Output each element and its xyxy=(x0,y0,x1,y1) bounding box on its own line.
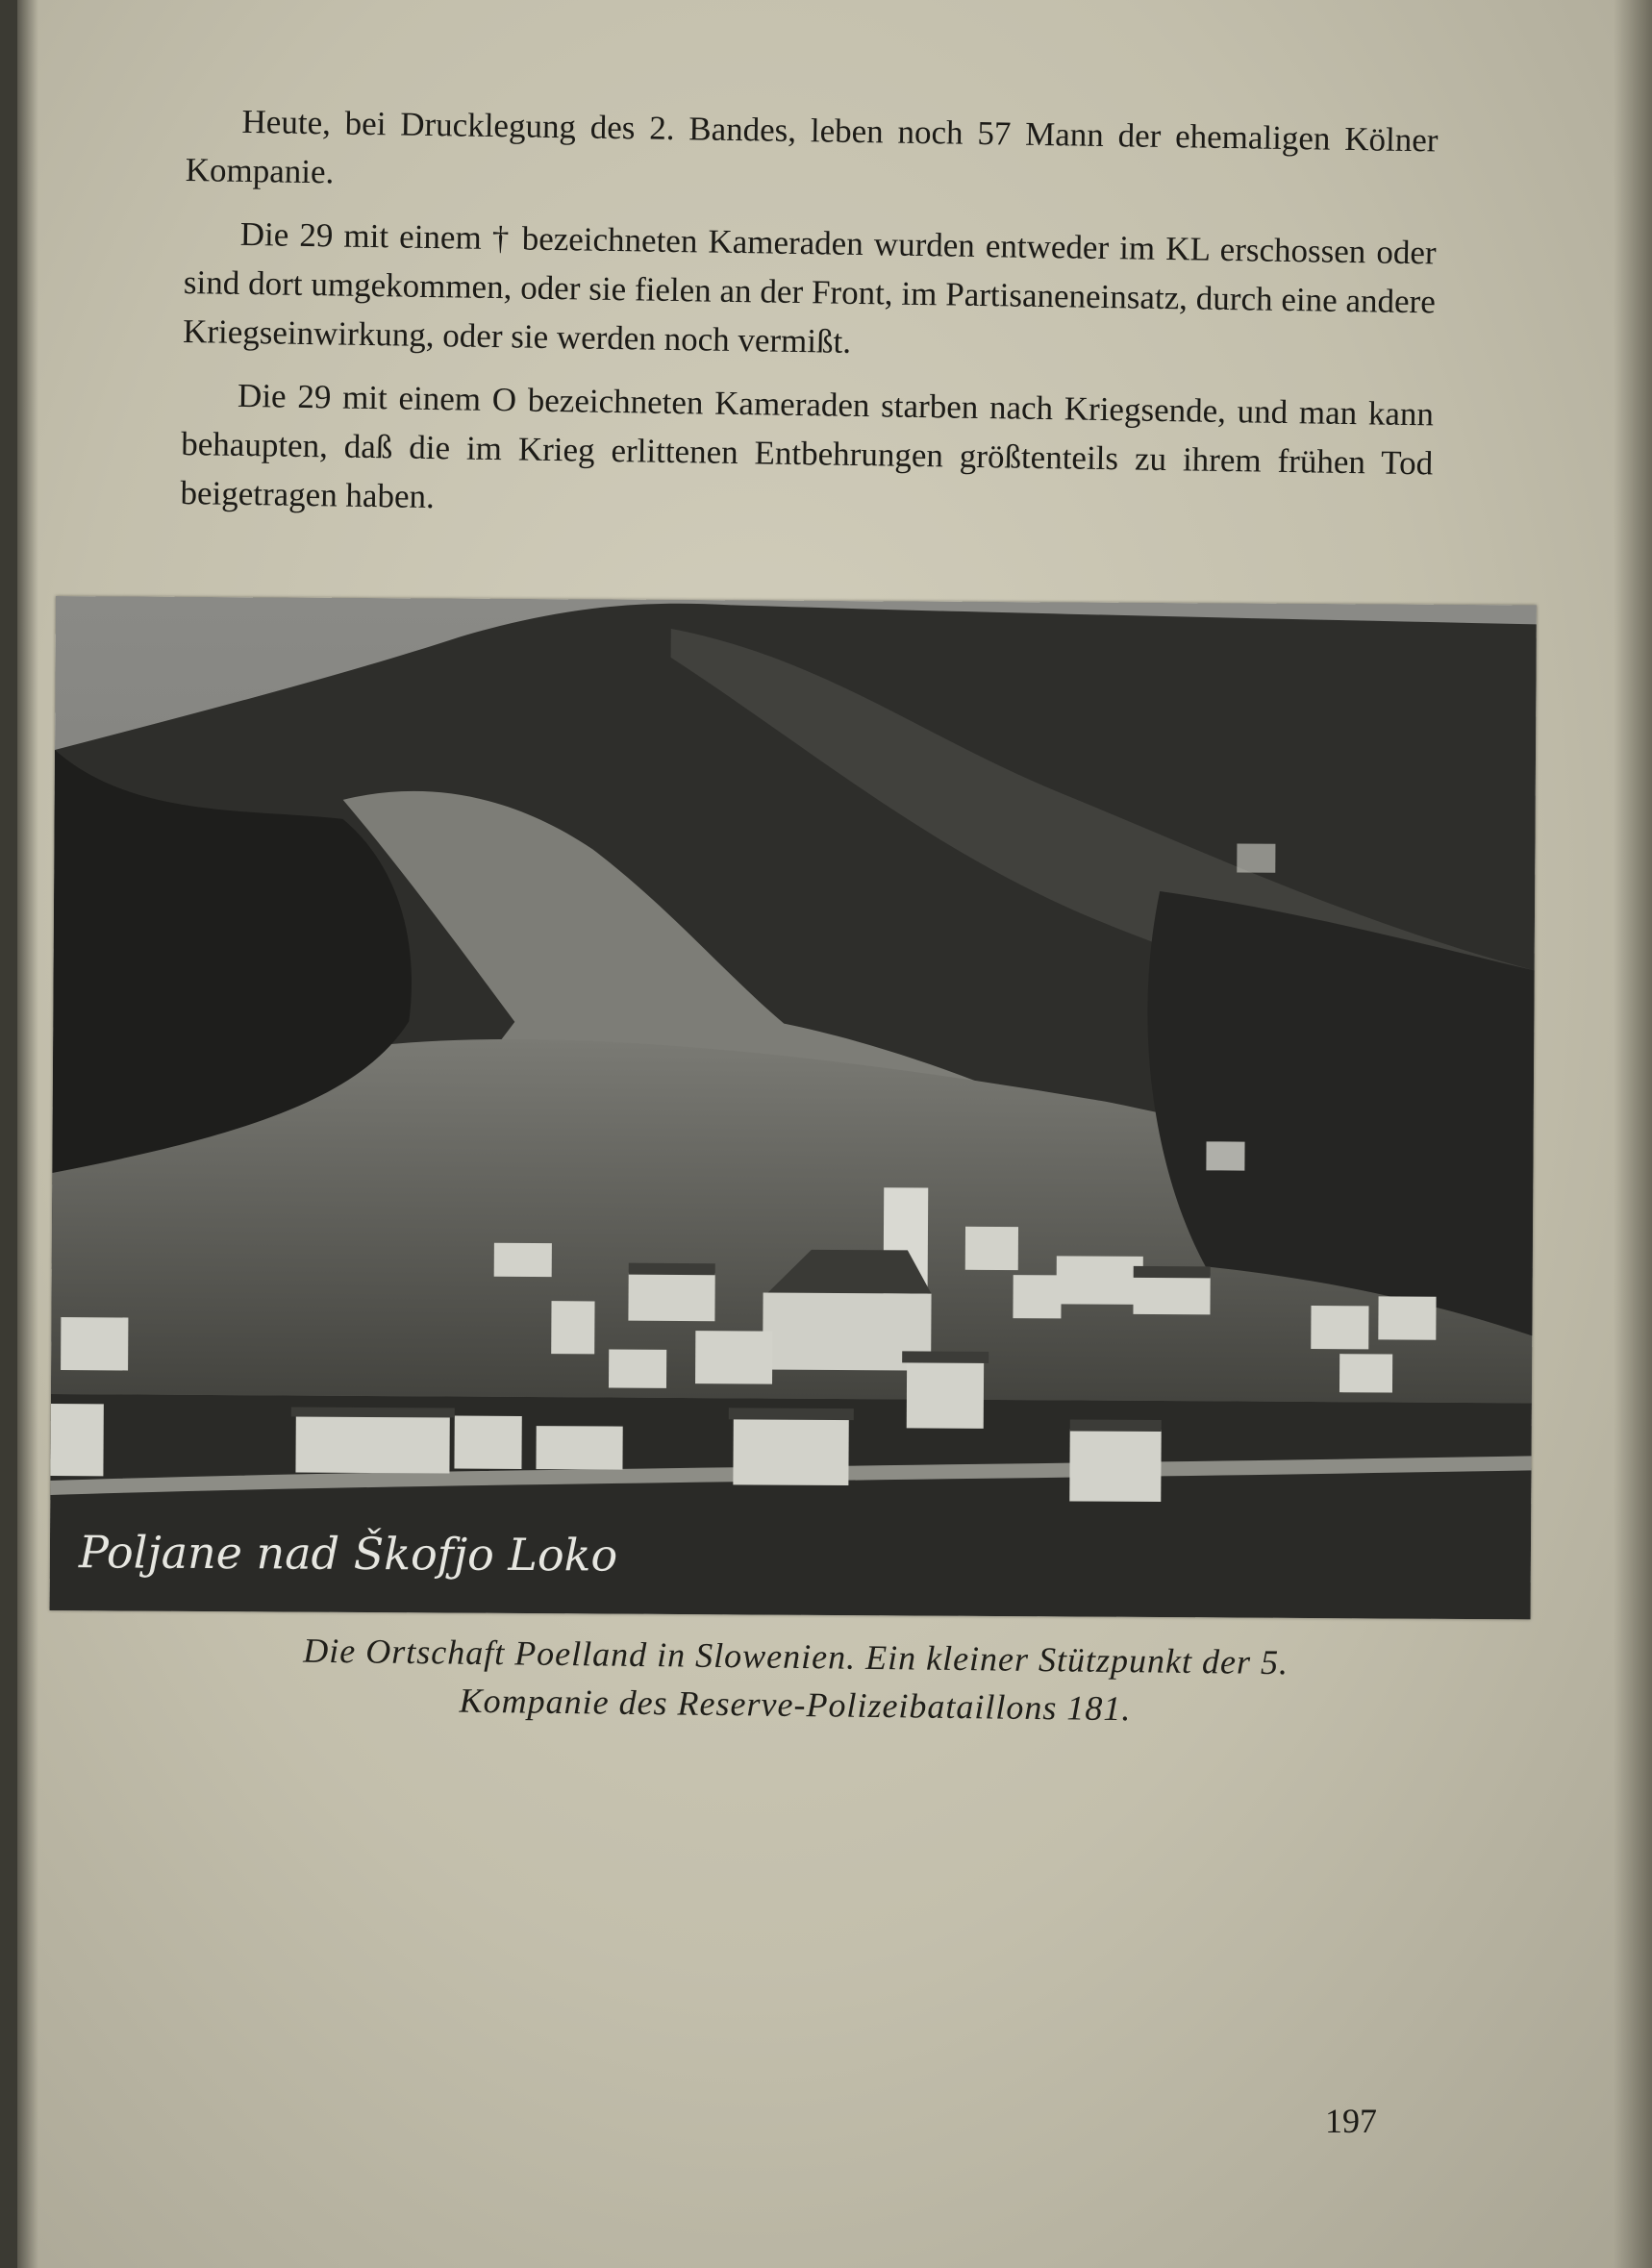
village-photo xyxy=(50,596,1537,1619)
spine-shadow xyxy=(17,0,38,2268)
paragraph-circle: Die 29 mit einem O bezeichneten Kameraden starben nach Kriegsende, und man kann behaupten, daß die im Krieg erlittenen Entbehrungen größtenteils zu ihrem frühen Tod beigetragen haben. xyxy=(180,376,1435,516)
caption-line-2: Kompanie des Reserve-Polizeibataillons 181. xyxy=(459,1681,1132,1729)
paragraph-survivors: Heute, bei Drucklegung des 2. Bandes, leben noch 57 Mann der ehemaligen Kölner Kompanie. xyxy=(185,102,1439,191)
paragraph-dagger: Die 29 mit einem † bezeichneten Kameraden wurden entweder im KL erschossen oder sind dort umgekommen, oder sie fielen an der Front, im Partisaneneinsatz, durch eine andere Kriegseinwirkung, oder sie werden noch vermißt. xyxy=(182,214,1437,361)
book-page xyxy=(17,0,1652,2268)
photo-caption xyxy=(170,1625,1421,1736)
caption-line-1: Die Ortschaft Poelland in Slowenien. Ein kleiner Stützpunkt der 5. xyxy=(303,1631,1289,1682)
photo-inscription: Poljane nad Škofjo Loko xyxy=(78,1526,618,1582)
page-number: 197 xyxy=(1325,2102,1377,2140)
body-text xyxy=(180,96,1439,551)
page-edge-shadow xyxy=(1614,0,1652,2268)
village-photo-image xyxy=(50,596,1537,1619)
